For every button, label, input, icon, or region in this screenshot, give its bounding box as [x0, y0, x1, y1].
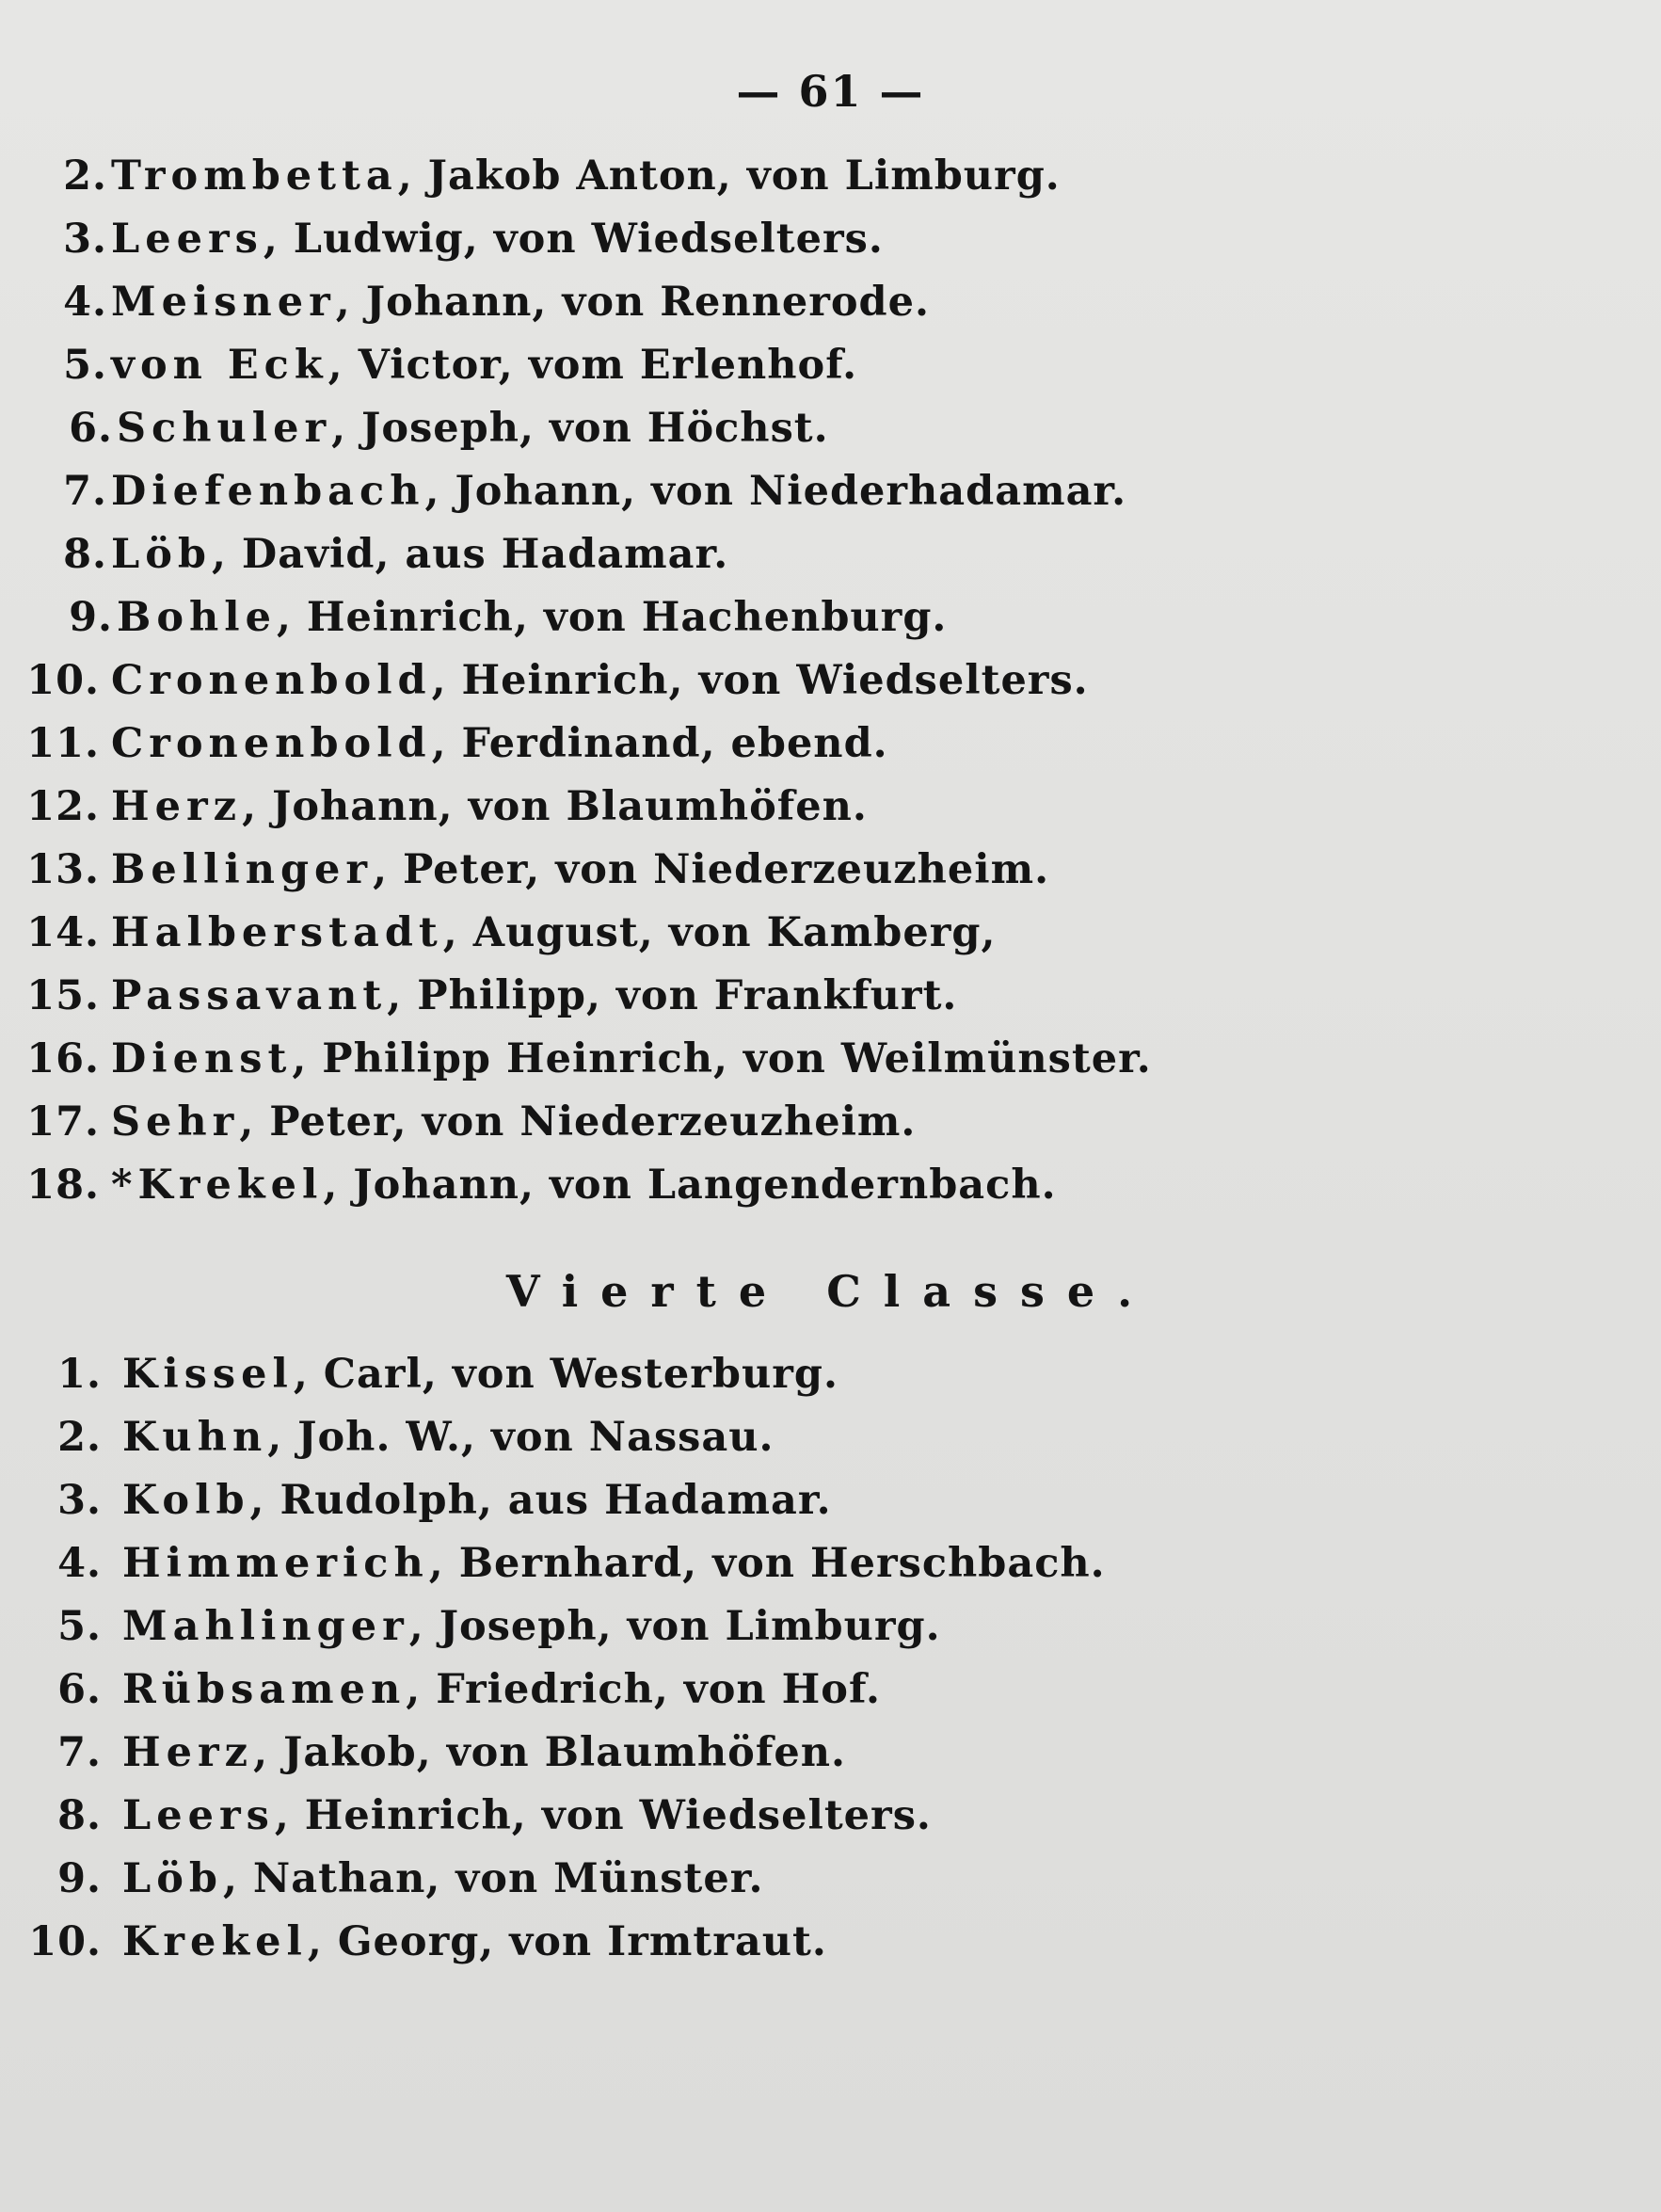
entry-number: 1. — [57, 1351, 102, 1398]
entry-details: , Heinrich, von Wiedselters. — [431, 657, 1089, 704]
entry-surname: Cronenbold — [111, 720, 432, 767]
entry-surname: Leers — [111, 216, 264, 263]
entry-surname: Bellinger — [111, 846, 374, 893]
entry-details: , Carl, von Westerburg. — [293, 1351, 838, 1398]
page-number: — 61 — — [736, 66, 925, 117]
entry-surname: Cronenbold — [111, 657, 432, 704]
entry-details: , Ferdinand, ebend. — [431, 720, 888, 767]
entry-surname: Kolb — [122, 1477, 250, 1524]
section-heading: Vierte Classe. — [505, 1266, 1156, 1317]
entry-surname: Passavant — [111, 972, 388, 1019]
entry-number: 6. — [69, 405, 113, 452]
entry-number: 11. — [26, 720, 100, 767]
entry-number: 15. — [26, 972, 100, 1019]
entry-number: 2. — [57, 1414, 102, 1461]
entry-details: , Philipp, von Frankfurt. — [387, 972, 958, 1019]
entry-number: 3. — [63, 216, 107, 263]
entry-number: 4. — [57, 1540, 102, 1587]
entry-details: , Bernhard, von Herschbach. — [428, 1540, 1106, 1587]
entry-details: , Nathan, von Münster. — [222, 1855, 764, 1902]
entry-surname: Trombetta — [111, 152, 398, 200]
entry-number: 5. — [57, 1603, 102, 1650]
entry-details: , Philipp Heinrich, von Weilmünster. — [292, 1035, 1152, 1082]
entry-number: 3. — [57, 1477, 102, 1524]
entry-number: 9. — [69, 594, 113, 641]
entry-number: 16. — [26, 1035, 100, 1082]
entry-number: 4. — [63, 279, 107, 326]
entry-surname: Bohle — [117, 594, 277, 641]
entry-surname: Leers — [122, 1792, 275, 1839]
entry-number: 6. — [57, 1666, 102, 1713]
entry-number: 18. — [26, 1162, 100, 1209]
entry-details: , Victor, vom Erlenhof. — [327, 342, 858, 389]
entry-details: , Rudolph, aus Hadamar. — [249, 1477, 832, 1524]
entry-details: , Georg, von Irmtraut. — [307, 1918, 827, 1965]
entry-number: 14. — [26, 909, 100, 956]
entry-surname: von Eck — [111, 342, 328, 389]
entry-details: , Johann, von Rennerode. — [335, 279, 930, 326]
entry-surname: Diefenbach — [111, 468, 425, 515]
entry-number: 10. — [26, 657, 100, 704]
entry-details: , Ludwig, von Wiedselters. — [263, 216, 884, 263]
entry-number: 9. — [57, 1855, 102, 1902]
entry-surname: Herz — [111, 783, 243, 830]
entry-details: , Joseph, von Höchst. — [331, 405, 829, 452]
entry-details: , Peter, von Niederzeuzheim. — [373, 846, 1050, 893]
entry-details: , August, von Kamberg, — [442, 909, 997, 956]
entry-number: 10. — [28, 1918, 102, 1965]
entry-number: 5. — [63, 342, 107, 389]
entry-surname: Halberstadt — [111, 909, 443, 956]
entry-details: , David, aus Hadamar. — [211, 531, 729, 578]
entry-number: 7. — [63, 468, 107, 515]
entry-surname: Meisner — [111, 279, 336, 326]
entry-surname: Dienst — [111, 1035, 293, 1082]
entry-surname: Löb — [111, 531, 212, 578]
entry-details: , Johann, von Langendernbach. — [323, 1162, 1057, 1209]
entry-details: , Friedrich, von Hof. — [406, 1666, 881, 1713]
entry-surname: Kuhn — [122, 1414, 268, 1461]
entry-number: 8. — [63, 531, 107, 578]
entry-surname: Krekel — [122, 1918, 308, 1965]
entry-surname: Kissel — [122, 1351, 294, 1398]
entry-number: 12. — [26, 783, 100, 830]
entry-details: , Jakob Anton, von Limburg. — [397, 152, 1061, 200]
entry-surname: Herz — [122, 1729, 254, 1776]
entry-details: , Heinrich, von Hachenburg. — [276, 594, 948, 641]
entry-details: , Jakob, von Blaumhöfen. — [253, 1729, 846, 1776]
entry-number: 7. — [57, 1729, 102, 1776]
entry-surname: Schuler — [117, 405, 332, 452]
entry-surname: Sehr — [111, 1098, 240, 1146]
entry-surname: Himmerich — [122, 1540, 429, 1587]
entry-details: , Johann, von Niederhadamar. — [424, 468, 1127, 515]
entry-details: , Joseph, von Limburg. — [408, 1603, 941, 1650]
entry-surname: Mahlinger — [122, 1603, 409, 1650]
entry-surname: Rübsamen — [122, 1666, 407, 1713]
entry-surname: *Krekel — [111, 1162, 324, 1209]
entry-details: , Heinrich, von Wiedselters. — [274, 1792, 932, 1839]
entry-surname: Löb — [122, 1855, 223, 1902]
entry-number: 2. — [63, 152, 107, 200]
entry-number: 13. — [26, 846, 100, 893]
entry-details: , Joh. W., von Nassau. — [267, 1414, 775, 1461]
entry-details: , Peter, von Niederzeuzheim. — [239, 1098, 917, 1146]
entry-details: , Johann, von Blaumhöfen. — [242, 783, 868, 830]
entry-number: 17. — [26, 1098, 100, 1146]
entry-number: 8. — [57, 1792, 102, 1839]
